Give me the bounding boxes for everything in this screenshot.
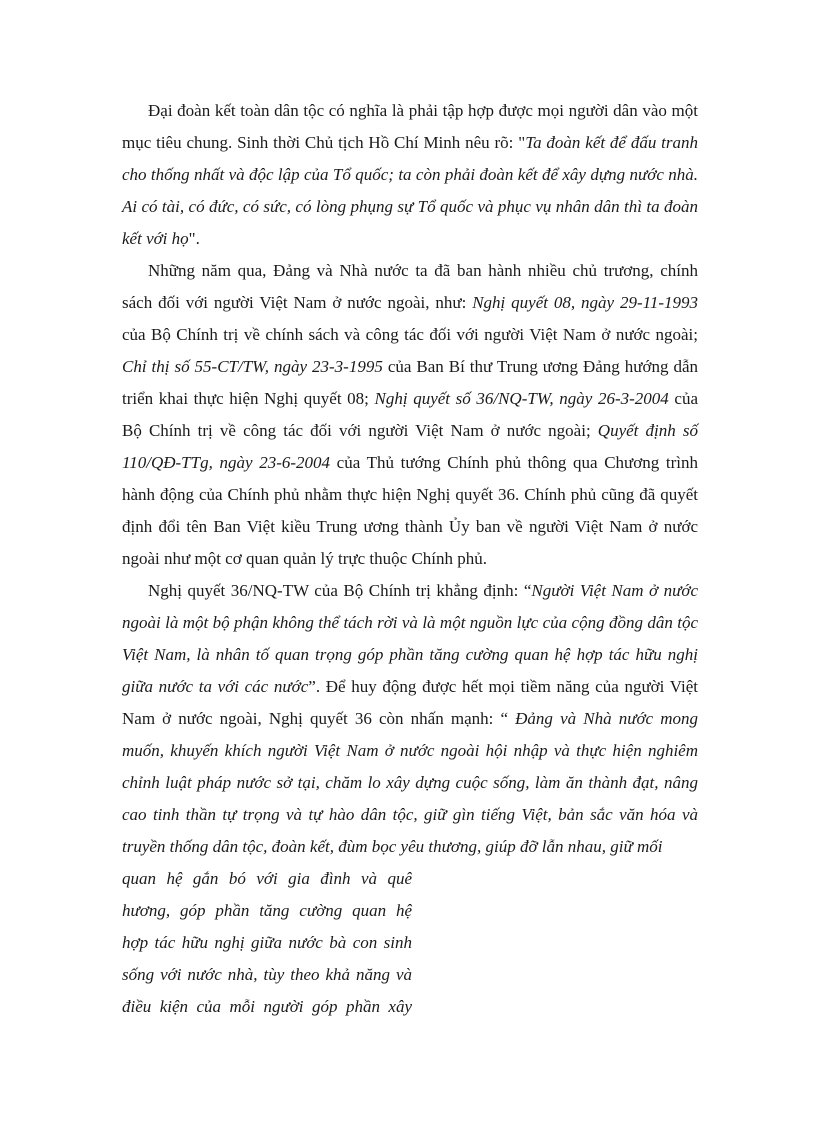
italic-segment: Quyết định số 110/QĐ-TTg, ngày 23-6-2004 [122,421,698,472]
text-segment: ”. Để huy động được hết mọi tiềm năng của người Việt Nam ở nước ngoài, Nghị quyết 36 còn nhấn mạnh: “ [122,677,698,728]
italic-segment: Đảng và Nhà nước mong muốn, khuyến khích người Việt Nam ở nước ngoài hội nhập và thực hiện nghiêm chỉnh luật pháp nước sở tại, chăm lo xây dựng cuộc sống, làm ăn thành đạt, nâng cao tinh thần tự trọng và tự hào dân tộc, giữ gìn tiếng Việt, bản sắc văn hóa và truyền thống dân tộc, đoàn kết, đùm bọc yêu thương, giúp đỡ lẫn nhau, giữ mối [122,709,699,856]
narrow-column-text [122,863,412,1023]
italic-segment: Người Việt Nam ở nước ngoài là một bộ phận không thể tách rời và là một nguồn lực của cộng đồng dân tộc Việt Nam, là nhân tố quan trọng góp phần tăng cường quan hệ hợp tác hữu nghị giữa nước ta với các nước [122,581,698,696]
narrow-line: quan hệ gắn bó với gia đình và quê [122,869,412,888]
narrow-line: hợp tác hữu nghị giữa nước bà con sinh [122,933,412,952]
text-segment: Những năm qua, Đảng và Nhà nước ta đã ban hành nhiều chủ trương, chính sách đối với người Việt Nam ở nước ngoài, như: [122,261,698,312]
paragraph-3 [122,575,698,863]
paragraph-2 [122,255,698,575]
text-segment: Đại đoàn kết toàn dân tộc có nghĩa là phải tập hợp được mọi người dân vào một mục tiêu chung. Sinh thời Chủ tịch Hồ Chí Minh nêu rõ: " [122,101,698,152]
narrow-line: hương, góp phần tăng cường quan hệ [122,901,412,920]
italic-segment: Chỉ thị số 55-CT/TW, ngày 23-3-1995 [122,357,383,376]
text-segment: ". [188,229,200,248]
text-segment: Nghị quyết 36/NQ-TW của Bộ Chính trị khẳng định: “ [148,581,532,600]
paragraph-1 [122,95,698,255]
text-segment: của Bộ Chính trị về chính sách và công tác đối với người Việt Nam ở nước ngoài; [122,325,698,344]
text-segment: của Bộ Chính trị về công tác đối với người Việt Nam ở nước ngoài; [122,389,698,440]
text-segment: của Thủ tướng Chính phủ thông qua Chương trình hành động của Chính phủ nhằm thực hiện Nghị quyết 36. Chính phủ cũng đã quyết định đổi tên Ban Việt kiều Trung ương thành Ủy ban về người Việt Nam ở nước ngoài như một cơ quan quản lý trực thuộc Chính phủ. [122,453,698,568]
narrow-line: sống với nước nhà, tùy theo khả năng và [122,965,412,984]
text-segment: của Ban Bí thư Trung ương Đảng hướng dẫn triển khai thực hiện Nghị quyết 08; [122,357,698,408]
italic-segment: Nghị quyết số 36/NQ-TW, ngày 26-3-2004 [374,389,669,408]
document-body [122,95,698,1023]
italic-segment: Nghị quyết 08, ngày 29-11-1993 [472,293,699,312]
italic-segment: Ta đoàn kết để đấu tranh cho thống nhất và độc lập của Tổ quốc; ta còn phải đoàn kết để xây dựng nước nhà. Ai có tài, có đức, có sức, có lòng phụng sự Tổ quốc và phục vụ nhân dân thì ta đoàn kết với họ [122,133,699,248]
narrow-line: điều kiện của mỗi người góp phần xây [122,997,412,1016]
